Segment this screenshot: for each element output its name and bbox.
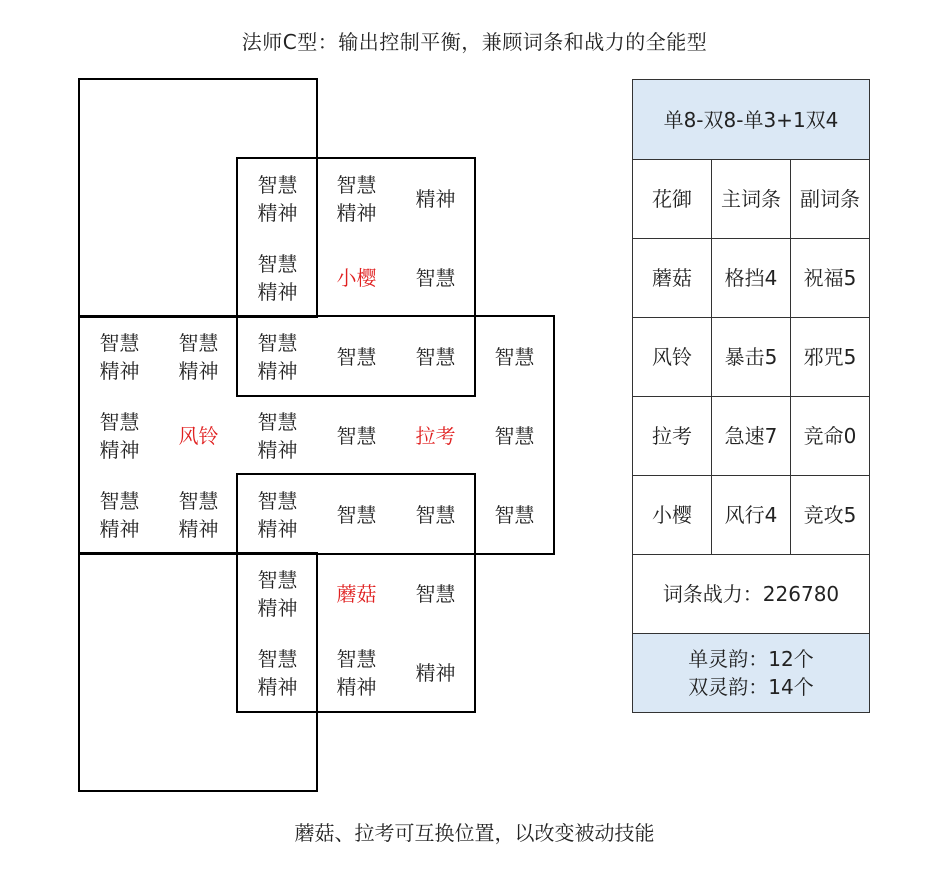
table-cell: 拉考 [652, 424, 692, 448]
table-cell: 风铃 [652, 345, 692, 369]
grid-cell: 智慧 精神 [257, 488, 298, 541]
grid-cell: 智慧 精神 [178, 488, 219, 541]
table-cell: 祝福5 [790, 239, 869, 317]
table-cell: 竞命0 [790, 397, 869, 475]
double-count: 双灵韵：14个 [688, 675, 814, 699]
grid-cell: 智慧 精神 [336, 172, 377, 225]
grid-cell-hero: 风铃 [178, 423, 219, 448]
grid-cell: 智慧 [494, 423, 535, 448]
grid-cell: 智慧 [415, 344, 456, 369]
column-header: 主词条 [711, 160, 790, 238]
table-header: 单8-双8-单3+1双4 [663, 107, 839, 132]
grid-cell: 智慧 [415, 265, 456, 290]
table-row [633, 396, 869, 475]
grid-cell: 智慧 [494, 344, 535, 369]
grid-cell: 智慧 精神 [99, 488, 140, 541]
grid-cell: 智慧 精神 [178, 330, 219, 383]
table-cell: 蘑菇 [652, 266, 692, 290]
grid-cell: 智慧 精神 [257, 330, 298, 383]
table-columns-row [633, 159, 869, 238]
power-row [633, 554, 869, 633]
table-cell: 风行4 [711, 476, 790, 554]
grid-cell: 智慧 精神 [257, 567, 298, 620]
column-header: 花御 [652, 187, 692, 211]
table-cell: 格挡4 [711, 239, 790, 317]
grid-cell: 智慧 [415, 581, 456, 606]
grid-cell: 智慧 精神 [257, 409, 298, 462]
grid-cell: 智慧 [336, 344, 377, 369]
summary-cell [633, 634, 869, 712]
grid-cell-hero: 拉考 [415, 423, 456, 448]
grid-cell: 智慧 精神 [336, 646, 377, 699]
grid-cell: 智慧 精神 [99, 330, 140, 383]
grid-cell: 精神 [415, 660, 456, 685]
table-row [633, 317, 869, 396]
footer-note: 蘑菇、拉考可互换位置，以改变被动技能 [294, 821, 655, 845]
grid-cell: 智慧 精神 [257, 646, 298, 699]
grid-cell: 智慧 精神 [257, 251, 298, 304]
grid-cell-hero: 小樱 [336, 265, 377, 290]
grid-cell: 智慧 精神 [257, 172, 298, 225]
grid-cell: 智慧 [415, 502, 456, 527]
power-value: 词条战力：226780 [662, 582, 840, 606]
table-cell: 小樱 [652, 503, 692, 527]
table-row [633, 238, 869, 317]
column-header: 副词条 [790, 160, 869, 238]
grid-cell: 智慧 [336, 423, 377, 448]
grid-cell: 智慧 [336, 502, 377, 527]
table-cell: 暴击5 [711, 318, 790, 396]
grid-cell: 智慧 [494, 502, 535, 527]
stats-table [632, 79, 870, 713]
table-header-row [633, 80, 869, 159]
summary-row [633, 633, 869, 712]
table-row [633, 475, 869, 554]
table-cell: 急速7 [711, 397, 790, 475]
single-count: 单灵韵：12个 [688, 647, 814, 671]
table-cell: 竞攻5 [790, 476, 869, 554]
grid-cell: 智慧 精神 [99, 409, 140, 462]
table-cell: 邪咒5 [790, 318, 869, 396]
grid-cell: 精神 [415, 186, 456, 211]
page-title: 法师C型：输出控制平衡，兼顾词条和战力的全能型 [241, 30, 708, 54]
grid-cell-hero: 蘑菇 [336, 581, 377, 606]
